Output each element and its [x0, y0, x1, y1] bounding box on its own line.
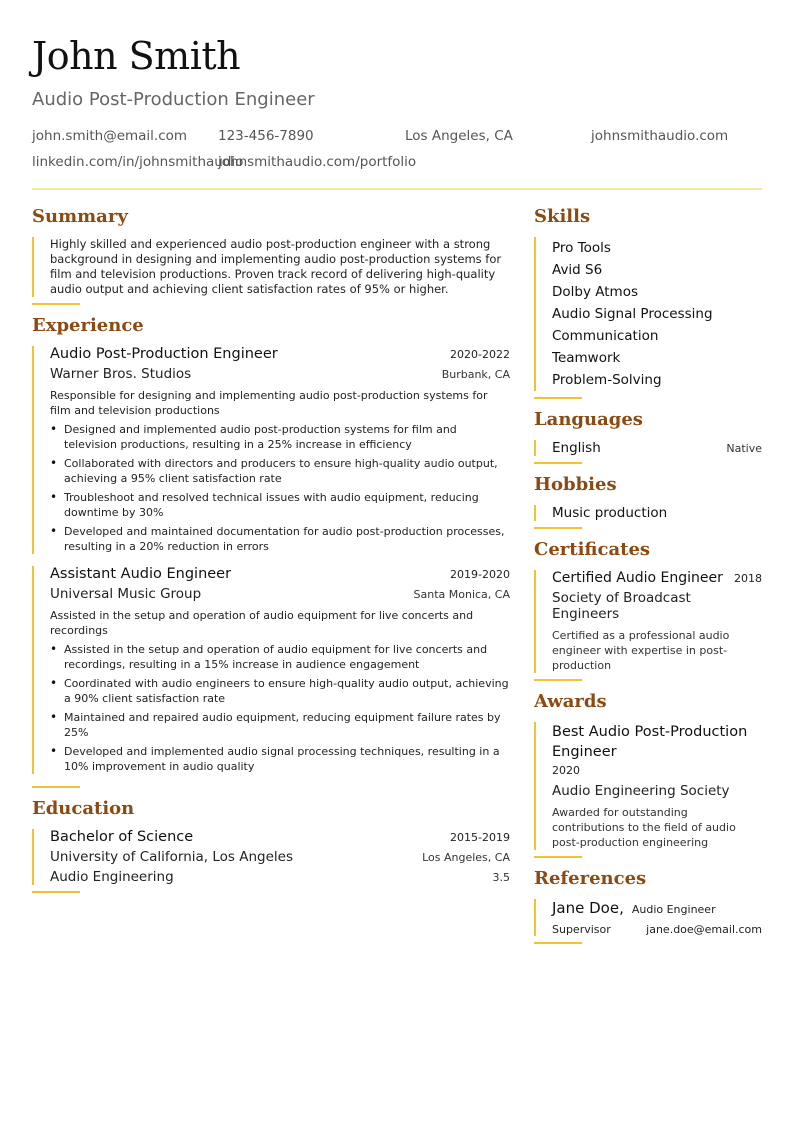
- hobbies-section: [534, 474, 762, 529]
- reference-relation: Supervisor: [552, 923, 611, 936]
- field-of-study: Audio Engineering: [50, 869, 174, 885]
- section-underline: [32, 786, 80, 788]
- award-name: Best Audio Post-Production Engineer: [552, 724, 748, 760]
- achievement-item: • Troubleshoot and resolved technical issues with audio equipment, reducing downtime by 30%: [50, 490, 510, 520]
- side-column: [534, 206, 762, 954]
- skill-item: Problem-Solving: [552, 372, 662, 388]
- language-name: English: [552, 440, 601, 456]
- hobbies-heading: Hobbies: [534, 474, 617, 495]
- job-company: Universal Music Group: [50, 586, 202, 602]
- achievement-item: • Collaborated with directors and producers to ensure high-quality audio output, achieving a 95% client satisfaction rate: [50, 456, 510, 486]
- contact-location: Los Angeles, CA: [405, 128, 513, 144]
- job-achievements: [50, 642, 510, 774]
- award-description: Awarded for outstanding contributions to the field of audio post-production engineering: [552, 806, 736, 849]
- summary-text: Highly skilled and experienced audio post-production engineer with a strong background in designing and implementing audio post-production systems for film and television productions. Proven track record of delivering high-quality audio output and achieving client satisfaction rates of 95% or higher.: [50, 237, 502, 296]
- experience-item: [32, 346, 510, 554]
- reference-email[interactable]: jane.doe@email.com: [646, 923, 762, 936]
- job-location: Santa Monica, CA: [413, 588, 510, 601]
- summary-heading: Summary: [32, 206, 128, 227]
- award-item: [534, 722, 762, 850]
- job-description: Responsible for designing and implementing audio post-production systems for film and television productions: [50, 389, 488, 417]
- achievement-item: • Developed and implemented audio signal processing techniques, resulting in a 10% improvement in audio quality: [50, 744, 510, 774]
- achievement-item: • Maintained and repaired audio equipment, reducing equipment failure rates by 25%: [50, 710, 510, 740]
- skill-item: Communication: [552, 328, 659, 344]
- awards-section: [534, 691, 762, 858]
- summary-section: [32, 206, 510, 305]
- language-level: Native: [726, 442, 762, 455]
- section-underline: [534, 397, 582, 399]
- certificate-item: [534, 570, 762, 673]
- certificate-year: 2018: [734, 572, 762, 585]
- achievement-item: • Assisted in the setup and operation of audio equipment for live concerts and recordings, resulting in a 15% increase in audience engagement: [50, 642, 510, 672]
- awards-heading: Awards: [534, 691, 607, 712]
- languages-heading: Languages: [534, 409, 643, 430]
- contact-email[interactable]: john.smith@email.com: [32, 128, 188, 144]
- contact-linkedin[interactable]: linkedin.com/in/johnsmithaudio: [32, 154, 244, 170]
- job-dates: 2019-2020: [450, 568, 510, 581]
- certificates-heading: Certificates: [534, 539, 651, 560]
- certificate-issuer: Society of Broadcast Engineers: [552, 590, 691, 622]
- references-heading: References: [534, 868, 647, 889]
- contact-phone[interactable]: 123-456-7890: [218, 128, 314, 144]
- section-underline: [534, 942, 582, 944]
- job-location: Burbank, CA: [441, 368, 510, 381]
- section-underline: [534, 462, 582, 464]
- candidate-name: John Smith: [32, 34, 241, 78]
- section-underline: [32, 303, 80, 305]
- references-section: [534, 868, 762, 944]
- section-underline: [534, 856, 582, 858]
- school: University of California, Los Angeles: [50, 849, 294, 865]
- skill-item: Audio Signal Processing: [552, 306, 713, 322]
- languages-section: [534, 409, 762, 464]
- reference-role: Audio Engineer: [631, 903, 716, 916]
- header-divider: [32, 188, 762, 190]
- education-section: [32, 798, 510, 893]
- job-description: Assisted in the setup and operation of audio equipment for live concerts and recordings: [50, 609, 474, 637]
- school-location: Los Angeles, CA: [422, 851, 510, 864]
- section-underline: [534, 527, 582, 529]
- education-heading: Education: [32, 798, 135, 819]
- skills-section: [534, 206, 762, 399]
- education-dates: 2015-2019: [450, 831, 510, 844]
- achievement-item: • Developed and maintained documentation for audio post-production processes, resulting in a 20% reduction in errors: [50, 524, 510, 554]
- contact-portfolio[interactable]: johnsmithaudio.com/portfolio: [218, 154, 417, 170]
- job-title: Assistant Audio Engineer: [50, 566, 232, 582]
- award-year: 2020: [552, 764, 580, 777]
- experience-item: [32, 566, 510, 774]
- candidate-title: Audio Post-Production Engineer: [32, 89, 315, 110]
- certificate-description: Certified as a professional audio engineer with expertise in post-production: [552, 629, 730, 672]
- language-item: [534, 440, 762, 456]
- job-dates: 2020-2022: [450, 348, 510, 361]
- award-issuer: Audio Engineering Society: [552, 783, 730, 799]
- contact-website[interactable]: johnsmithaudio.com: [591, 128, 729, 144]
- hobbies-list: [534, 505, 762, 521]
- certificates-section: [534, 539, 762, 681]
- skills-list: [534, 237, 762, 391]
- degree: Bachelor of Science: [50, 829, 194, 845]
- skills-heading: Skills: [534, 206, 591, 227]
- skill-item: Teamwork: [552, 350, 621, 366]
- achievement-item: • Coordinated with audio engineers to ensure high-quality audio output, achieving a 90% client satisfaction rate: [50, 676, 510, 706]
- experience-section: [32, 315, 510, 788]
- education-item: [32, 829, 510, 885]
- job-achievements: [50, 422, 510, 554]
- reference-name: Jane Doe,: [552, 899, 624, 917]
- skill-item: Avid S6: [552, 262, 603, 278]
- section-underline: [32, 891, 80, 893]
- achievement-item: • Designed and implemented audio post-production systems for film and television productions, resulting in a 25% increase in efficiency: [50, 422, 510, 452]
- job-title: Audio Post-Production Engineer: [50, 346, 278, 362]
- experience-heading: Experience: [32, 315, 144, 336]
- gpa: 3.5: [492, 871, 510, 884]
- job-company: Warner Bros. Studios: [50, 366, 192, 382]
- summary-block: [32, 237, 510, 297]
- skill-item: Pro Tools: [552, 240, 611, 256]
- section-underline: [534, 679, 582, 681]
- hobby-item: Music production: [552, 505, 668, 521]
- reference-item: [534, 899, 762, 936]
- main-column: [32, 206, 510, 903]
- skill-item: Dolby Atmos: [552, 284, 638, 300]
- certificate-name: Certified Audio Engineer: [552, 570, 723, 586]
